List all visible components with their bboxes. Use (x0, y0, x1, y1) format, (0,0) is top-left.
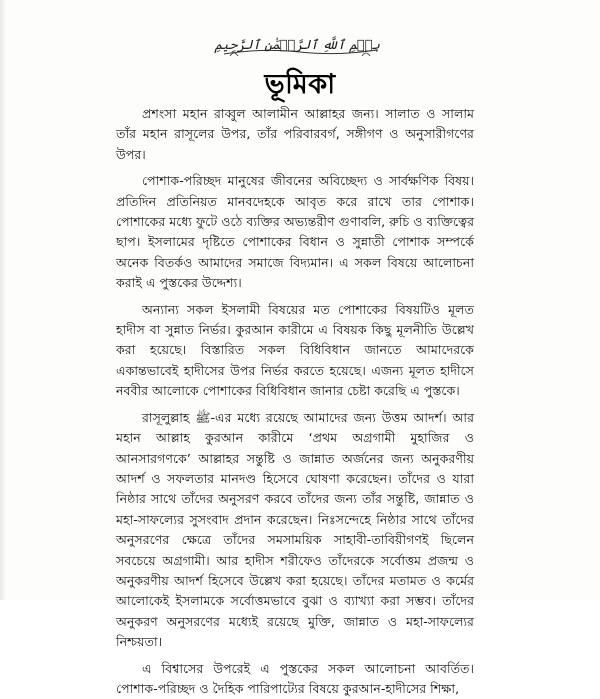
paragraph-1: প্রশংসা মহান রাব্বুল আলামীন আল্লাহর জন্য। সালাত ও সালাম তাঁর মহান রাসূলের উপর, তাঁর পরিবারবর্গ, সঙ্গীগণ ও অনুসারীগণের উপর। (116, 106, 474, 162)
paragraph-2: পোশাক-পরিচ্ছদ মানুষের জীবনের অবিচ্ছেদ্য ও সার্বক্ষণিক বিষয়। প্রতিদিন প্রতিনিয়ত মানবদেহকে আবৃত করে রাখে তার পোশাক। পোশাকের মধ্যে ফুটে ওঠে ব্যক্তির অভ্যন্তরীণ গুণাবলি, রুচি ও ব্যক্তিত্বের ছাপ। ইসলামের দৃষ্টিতে পোশাকের বিধান ও সুন্নাতী পোশাক সম্পর্কে অনেক বিতর্কও আমাদের সমাজে বিদ্যমান। এ সকল বিষয়ে আলোচনা করাই এ পুস্তকের উদ্দেশ্য। (116, 173, 474, 291)
bismillah-text: بِسۡمِ ٱللَّهِ ٱلرَّحۡمَٰنِ ٱلرَّحِيمِ (214, 38, 380, 53)
page-body (116, 104, 474, 699)
paragraph-3: অন্যান্য সকল ইসলামী বিষয়ের মত পোশাকের বিষয়টিও মূলত হাদীস বা সুন্নাত নির্ভর। কুরআন কারীমে এ বিষয়ক কিছু মূলনীতি উল্লেখ করা হয়েছে। বিস্তারিত সকল বিধিবিধান জানতে আমাদেরকে একান্তভাবেই হাদীসের উপর নির্ভর করতে হয়েছে। এজন্য মূলত হাদীসে নববীর আলোকে পোশাকের বিধিবিধান জানার চেষ্টা করেছি এ পুস্তকে। (116, 301, 474, 399)
bismillah-calligraphy (214, 36, 380, 60)
paragraph-4: রাসূলুল্লাহ ﷺ-এর মধ্যে রয়েছে আমাদের জন্য উত্তম আদর্শ। আর মহান আল্লাহ কুরআন কারীমে ‘প্রথম অগ্রগামী মুহাজির ও আনসারগণকে’ আল্লাহর সন্তুষ্টি ও জান্নাত অর্জনের জন্য অনুকরণীয় আদর্শ ও সফলতার মানদণ্ড হিসেবে ঘোষণা করেছেন। তাঁদের ও যারা নিষ্ঠার সাথে তাঁদের অনুসরণ করবে তাঁদের জন্য তাঁর সন্তুষ্টি, জান্নাত ও মহা-সাফল্যের সুসংবাদ প্রদান করেছেন। নিঃসন্দেহে নিষ্ঠার সাথে তাঁদের অনুসরণের ক্ষেত্রে তাঁদের সমসাময়িক সাহাবী-তাবিয়ীগণই ছিলেন সবচেয়ে অগ্রগামী। আর হাদীস শরীফেও তাঁদেরকে সর্বোত্তম প্রজন্ম ও অনুকরণীয় আদর্শ হিসেবে উল্লেখ করা হয়েছে। তাঁদের মতামত ও কর্মের আলোকেই ইসলামকে সর্বোত্তমভাবে বুঝা ও ব্যাখ্যা করা সম্ভব। তাঁদের অনুকরণ অনুসরণের মধ্যেই রয়েছে মুক্তি, জান্নাত ও মহা-সাফল্যের নিশ্চয়তা। (116, 409, 474, 650)
paragraph-5: এ বিশ্বাসের উপরেই এ পুস্তকের সকল আলোচনা আবর্তিত। পোশাক-পরিচ্ছদ ও দৈহিক পারিপাট্যের বিষয়ে কুরআন-হাদীসের শিক্ষা, (116, 660, 474, 696)
page-title: ভূমিকা (264, 69, 336, 100)
